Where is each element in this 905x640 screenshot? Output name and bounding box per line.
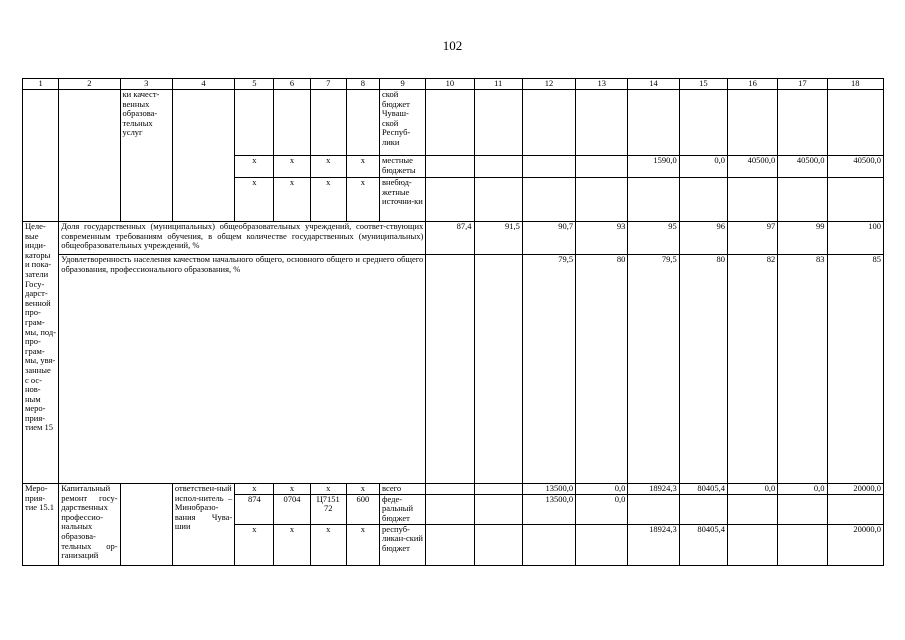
- col-header-3: 3: [120, 79, 172, 90]
- cell: x: [310, 484, 346, 495]
- cell: 91,5: [474, 222, 522, 255]
- cell: [522, 178, 575, 222]
- cell: x: [274, 156, 310, 178]
- cell: x: [235, 524, 274, 565]
- cell: 874: [235, 494, 274, 524]
- cell: Ц7151 72: [310, 494, 346, 524]
- cell: [576, 524, 628, 565]
- cell: 13500,0: [522, 494, 575, 524]
- cell: [679, 494, 727, 524]
- cell: ки качест-венных образова-тельных услуг: [120, 90, 172, 222]
- cell: 18924,3: [628, 524, 679, 565]
- cell: [827, 494, 883, 524]
- cell: респуб-ликан-ский бюджет: [380, 524, 426, 565]
- cell: x: [346, 484, 379, 495]
- cell: [310, 90, 346, 156]
- cell: [59, 90, 120, 222]
- cell: [474, 524, 522, 565]
- cell: [346, 90, 379, 156]
- cell: 0,0: [576, 494, 628, 524]
- cell: 40500,0: [827, 156, 883, 178]
- cell: [576, 90, 628, 156]
- cell: 95: [628, 222, 679, 255]
- cell: 80405,4: [679, 524, 727, 565]
- cell: 87,4: [426, 222, 474, 255]
- indicator-text: Удовлетворенность населения качеством начального общего, основного общего и среднего общего образования, профессионального образования, %: [59, 255, 426, 484]
- col-header-9: 9: [380, 79, 426, 90]
- cell: [120, 484, 172, 566]
- cell: [474, 156, 522, 178]
- cell: [474, 494, 522, 524]
- col-header-7: 7: [310, 79, 346, 90]
- cell: x: [346, 524, 379, 565]
- cell: 0,0: [679, 156, 727, 178]
- col-header-5: 5: [235, 79, 274, 90]
- cell: 80: [679, 255, 727, 484]
- cell: внебюд-жетные источни-ки: [380, 178, 426, 222]
- measure-executor: ответствен-ный испол-нитель – Минобразо-вания Чува-шии: [172, 484, 234, 566]
- cell: 13500,0: [522, 484, 575, 495]
- measure-label: Меро-прия-тие 15.1: [23, 484, 59, 566]
- cell: 93: [576, 222, 628, 255]
- cell: [474, 255, 522, 484]
- cell: [778, 524, 827, 565]
- col-header-12: 12: [522, 79, 575, 90]
- cell: 79,5: [522, 255, 575, 484]
- cell: x: [274, 524, 310, 565]
- cell: [727, 524, 777, 565]
- col-header-18: 18: [827, 79, 883, 90]
- col-header-13: 13: [576, 79, 628, 90]
- cell: [474, 484, 522, 495]
- cell: [426, 255, 474, 484]
- cell: x: [274, 178, 310, 222]
- budget-table: [22, 78, 884, 566]
- cell: 0,0: [576, 484, 628, 495]
- col-header-11: 11: [474, 79, 522, 90]
- cell: 600: [346, 494, 379, 524]
- col-header-14: 14: [628, 79, 679, 90]
- cell: 20000,0: [827, 524, 883, 565]
- cell: [727, 178, 777, 222]
- cell: всего: [380, 484, 426, 495]
- cell: [778, 178, 827, 222]
- cell: [576, 178, 628, 222]
- cell: 85: [827, 255, 883, 484]
- cell: [235, 90, 274, 156]
- cell: [522, 524, 575, 565]
- cell: [274, 90, 310, 156]
- indicator-row: [23, 222, 884, 255]
- col-header-10: 10: [426, 79, 474, 90]
- cell: 80: [576, 255, 628, 484]
- cell: [628, 178, 679, 222]
- cell: [827, 90, 883, 156]
- cell: [23, 90, 59, 222]
- cell: 100: [827, 222, 883, 255]
- cell: 0704: [274, 494, 310, 524]
- cell: [522, 156, 575, 178]
- cell: 40500,0: [778, 156, 827, 178]
- table-row: [23, 90, 884, 156]
- indicators-label: Целе-вые инди-каторы и пока-затели Госу-дарст-венной про-грам-мы, под-про-грам-мы, увя-занные с ос-нов-ным меро-прия-тием 15: [23, 222, 59, 484]
- cell: x: [346, 156, 379, 178]
- cell: [778, 494, 827, 524]
- cell: 97: [727, 222, 777, 255]
- cell: 40500,0: [727, 156, 777, 178]
- col-header-8: 8: [346, 79, 379, 90]
- cell: [474, 90, 522, 156]
- cell: 80405,4: [679, 484, 727, 495]
- indicator-text: Доля государственных (муниципальных) общеобразовательных учреждений, соответ-ствующих современным требованиям обучения, в общем количестве государственных (муниципальных) общеобразовательных учреждений, %: [59, 222, 426, 255]
- cell: [827, 178, 883, 222]
- cell: [426, 178, 474, 222]
- cell: x: [274, 484, 310, 495]
- cell: 90,7: [522, 222, 575, 255]
- cell: 96: [679, 222, 727, 255]
- cell: [727, 494, 777, 524]
- cell: 79,5: [628, 255, 679, 484]
- cell: 99: [778, 222, 827, 255]
- cell: [679, 178, 727, 222]
- cell: [426, 524, 474, 565]
- col-header-1: 1: [23, 79, 59, 90]
- cell: [426, 90, 474, 156]
- cell: 83: [778, 255, 827, 484]
- cell: [727, 90, 777, 156]
- cell: x: [310, 178, 346, 222]
- cell: 82: [727, 255, 777, 484]
- cell: x: [235, 156, 274, 178]
- col-header-4: 4: [172, 79, 234, 90]
- indicator-row: [23, 255, 884, 484]
- cell: x: [346, 178, 379, 222]
- cell: [426, 494, 474, 524]
- cell: x: [310, 524, 346, 565]
- col-header-17: 17: [778, 79, 827, 90]
- cell: ской бюджет Чуваш-ской Респуб-лики: [380, 90, 426, 156]
- cell: [679, 90, 727, 156]
- cell: [474, 178, 522, 222]
- cell: [576, 156, 628, 178]
- col-header-15: 15: [679, 79, 727, 90]
- cell: [628, 90, 679, 156]
- cell: x: [235, 178, 274, 222]
- col-header-2: 2: [59, 79, 120, 90]
- cell: 0,0: [727, 484, 777, 495]
- cell: 18924,3: [628, 484, 679, 495]
- cell: x: [235, 484, 274, 495]
- page-number: 102: [442, 38, 463, 53]
- table-row: [23, 484, 884, 495]
- measure-title: Капитальный ремонт госу-дарственных профессио-нальных образова-тельных ор-ганизаций: [59, 484, 120, 566]
- cell: [628, 494, 679, 524]
- cell: x: [310, 156, 346, 178]
- cell: феде-ральный бюджет: [380, 494, 426, 524]
- cell: 1590,0: [628, 156, 679, 178]
- cell: [426, 484, 474, 495]
- cell: [426, 156, 474, 178]
- cell: [778, 90, 827, 156]
- cell: 0,0: [778, 484, 827, 495]
- col-header-16: 16: [727, 79, 777, 90]
- header-row: [23, 79, 884, 90]
- cell: [522, 90, 575, 156]
- col-header-6: 6: [274, 79, 310, 90]
- cell: [172, 90, 234, 222]
- cell: 20000,0: [827, 484, 883, 495]
- cell: местные бюджеты: [380, 156, 426, 178]
